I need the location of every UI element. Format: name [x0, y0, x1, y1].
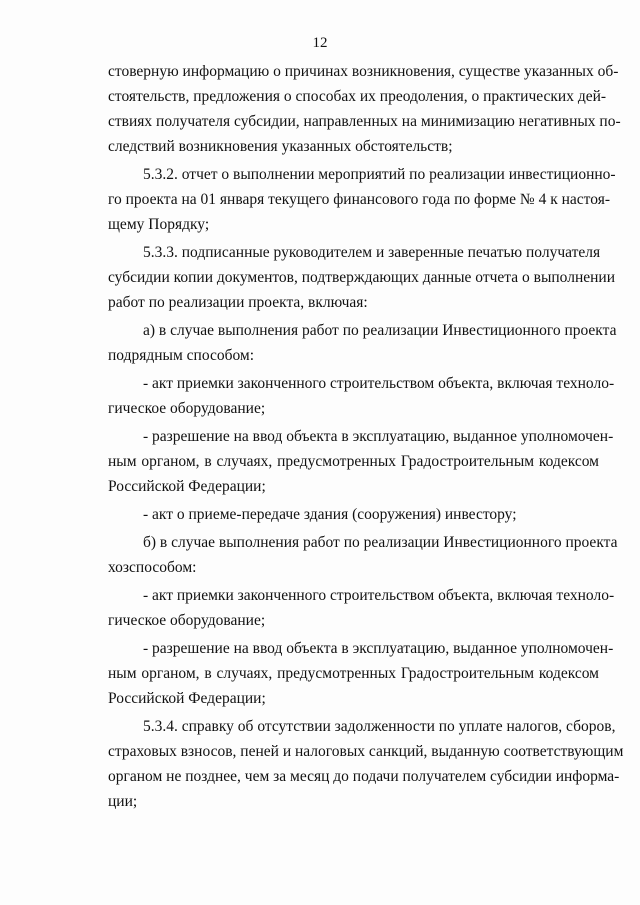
text-line: стоятельств, предложения о способах их преодоления, о практических дей- — [108, 88, 607, 105]
text-line: хозспособом: — [108, 559, 197, 576]
text-line: го проекта на 01 января текущего финансового года по форме № 4 к настоя- — [108, 191, 610, 208]
text-line: гическое оборудование; — [108, 400, 266, 417]
text-line: Российской Федерации; — [108, 478, 266, 495]
text-line: - акт приемки законченного строительством объекта, включая техноло- — [143, 587, 615, 604]
text-line: б) в случае выполнения работ по реализации Инвестиционного проекта — [143, 534, 618, 551]
text-line: а) в случае выполнения работ по реализации Инвестиционного проекта — [143, 322, 617, 339]
text-line: подрядным способом: — [108, 347, 255, 364]
text-line: ным органом, в случаях, предусмотренных Градостроительным кодексом — [108, 453, 599, 470]
text-line: органом не позднее, чем за месяц до подачи получателем субсидии информа- — [108, 768, 620, 785]
text-line: 5.3.4. справку об отсутствии задолженности по уплате налогов, сборов, — [143, 718, 616, 735]
text-line: гическое оборудование; — [108, 612, 266, 629]
text-line: субсидии копии документов, подтверждающих данные отчета о выполнении — [108, 269, 616, 286]
text-line: - акт приемки законченного строительством объекта, включая техноло- — [143, 375, 615, 392]
text-line: стоверную информацию о причинах возникновения, существе указанных об- — [108, 63, 619, 80]
text-line: - разрешение на ввод объекта в эксплуатацию, выданное уполномочен- — [143, 640, 614, 657]
text-line: следствий возникновения указанных обстоятельств; — [108, 138, 453, 155]
text-line: ным органом, в случаях, предусмотренных Градостроительным кодексом — [108, 665, 599, 682]
text-line: ции; — [108, 793, 138, 810]
text-line: работ по реализации проекта, включая: — [108, 294, 368, 311]
text-line: - акт о приеме-передаче здания (сооружения) инвестору; — [143, 506, 517, 523]
text-line: щему Порядку; — [108, 216, 210, 233]
text-line: 5.3.3. подписанные руководителем и заверенные печатью получателя — [143, 244, 601, 261]
text-line: Российской Федерации; — [108, 690, 266, 707]
text-line: - разрешение на ввод объекта в эксплуатацию, выданное уполномочен- — [143, 428, 614, 445]
text-line: страховых взносов, пеней и налоговых санкций, выданную соответствующим — [108, 743, 624, 760]
text-line: 5.3.2. отчет о выполнении мероприятий по реализации инвестиционно- — [143, 166, 616, 183]
page-number: 12 — [312, 35, 328, 51]
text-line: ствиях получателя субсидии, направленных на минимизацию негативных по- — [108, 113, 621, 130]
